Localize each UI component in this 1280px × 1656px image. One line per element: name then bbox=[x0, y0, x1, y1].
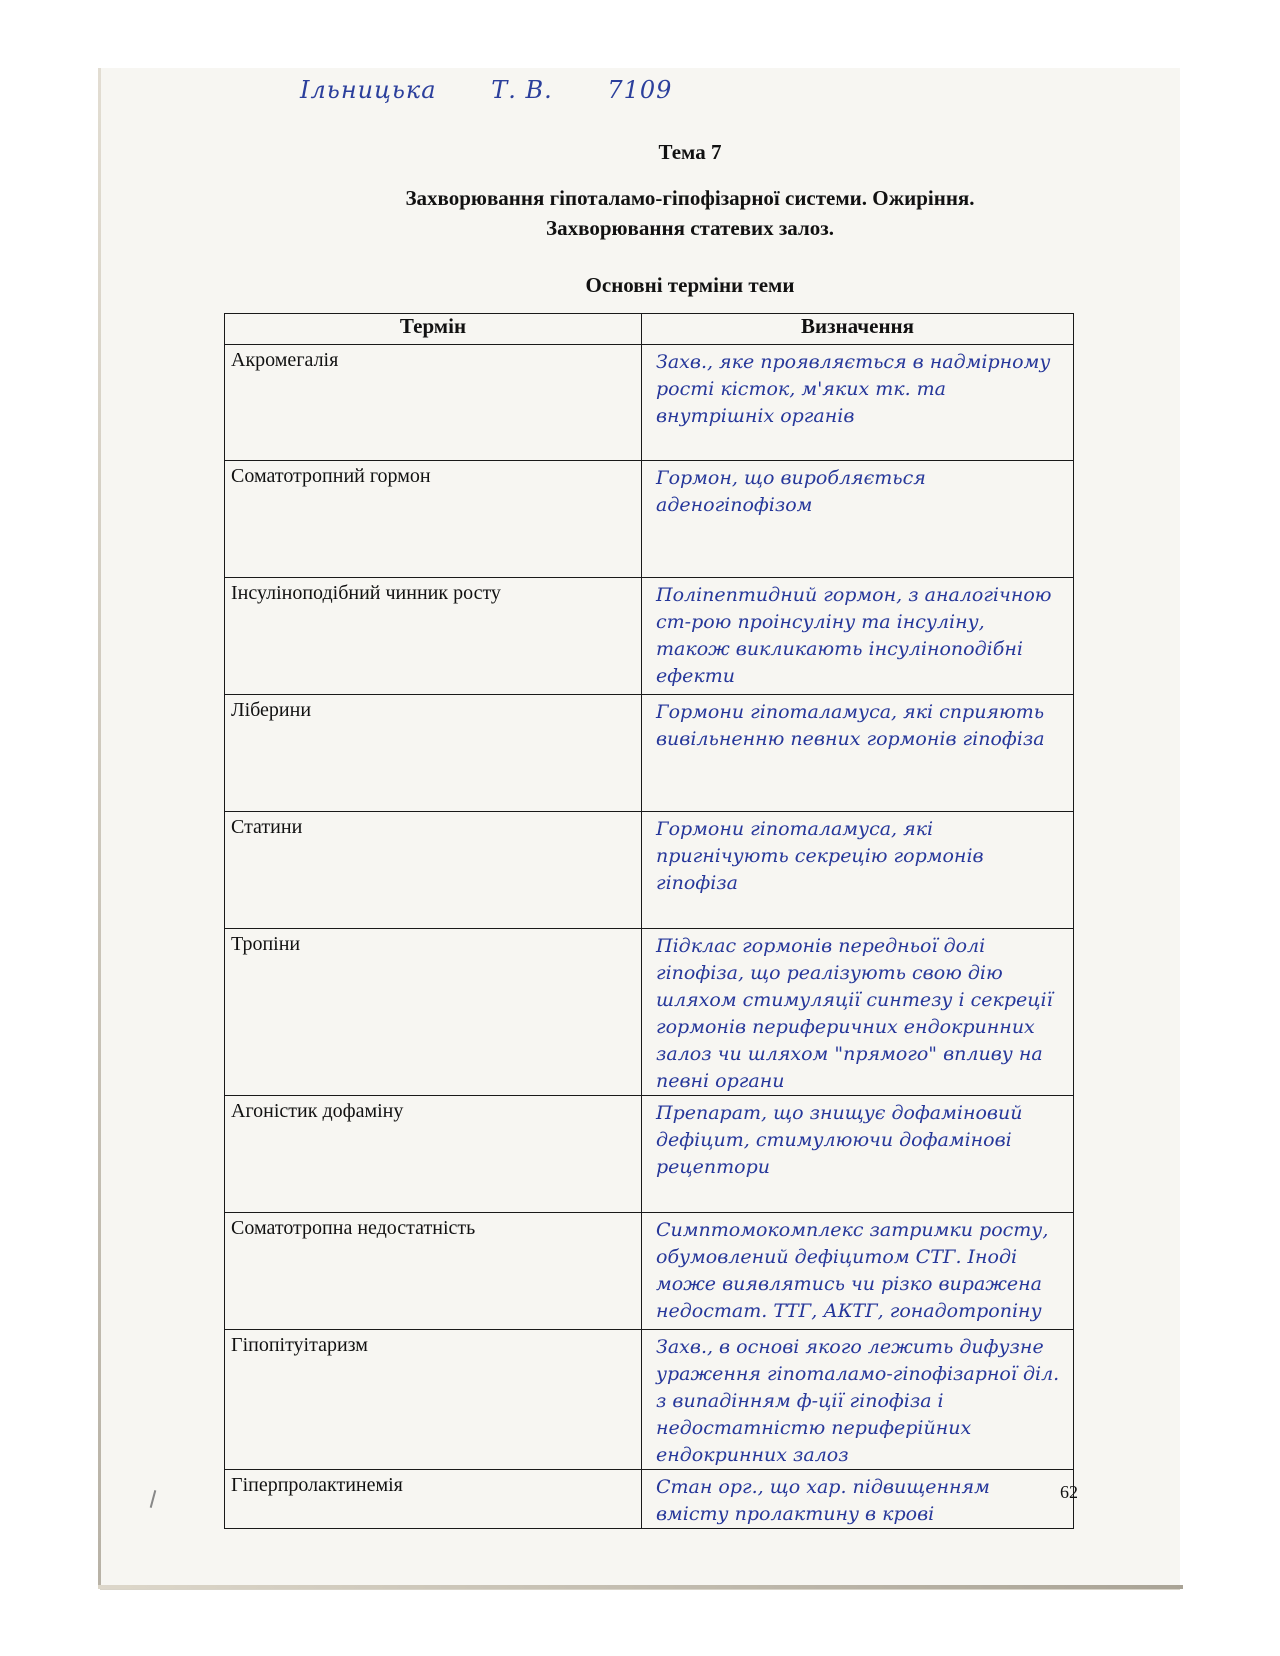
definition-cell: Поліпептидний гормон, з аналогічною ст-рою проінсуліну та інсуліну, також викликають інсуліноподібні ефекти bbox=[642, 578, 1074, 695]
title-line-2: Захворювання статевих залоз. bbox=[546, 216, 834, 240]
page-number: 62 bbox=[1060, 1482, 1078, 1502]
term-cell: Гіпопітуітаризм bbox=[225, 1330, 642, 1470]
table-row bbox=[225, 812, 1074, 929]
table-row bbox=[225, 461, 1074, 578]
definition-cell: Підклас гормонів передньої долі гіпофіза, що реалізують свою дію шляхом стимуляції синтезу і секреції гормонів периферичних ендокринних залоз чи шляхом "прямого" впливу на певні органи bbox=[642, 929, 1074, 1096]
table-row bbox=[225, 1330, 1074, 1470]
terms-table bbox=[224, 313, 1074, 1529]
paper-edge-bottom bbox=[98, 1585, 1183, 1589]
table-row bbox=[225, 1096, 1074, 1213]
term-cell: Гіперпролактинемія bbox=[225, 1470, 642, 1529]
student-initials: Т. В. bbox=[491, 76, 553, 104]
section-subtitle: Основні терміни теми bbox=[585, 273, 795, 297]
paper-edge-left bbox=[98, 68, 101, 1588]
definition-cell: Захв., в основі якого лежить дифузне ураження гіпоталамо-гіпофізарної діл. з випадінням ф-ції гіпофіза і недостатністю периферійних ендокринних залоз bbox=[642, 1330, 1074, 1470]
handwritten-header bbox=[300, 76, 718, 104]
table-row bbox=[225, 578, 1074, 695]
term-cell: Ліберини bbox=[225, 695, 642, 812]
definition-cell: Гормони гіпоталамуса, які пригнічують секрецію гормонів гіпофіза bbox=[642, 812, 1074, 929]
definition-cell: Гормони гіпоталамуса, які сприяють вивільненню певних гормонів гіпофіза bbox=[642, 695, 1074, 812]
definition-cell: Захв., яке проявляється в надмірному рості кісток, м'яких тк. та внутрішніх органів bbox=[642, 345, 1074, 461]
table-row bbox=[225, 695, 1074, 812]
term-cell: Статини bbox=[225, 812, 642, 929]
table-header-row bbox=[225, 314, 1074, 345]
header-definition: Визначення bbox=[642, 314, 1074, 345]
header-term: Термін bbox=[225, 314, 642, 345]
term-cell: Тропіни bbox=[225, 929, 642, 1096]
table-row bbox=[225, 1470, 1074, 1529]
page-title bbox=[290, 183, 1090, 243]
student-name: Ільницька bbox=[300, 76, 437, 104]
table-row bbox=[225, 929, 1074, 1096]
topic-heading: Тема 7 bbox=[658, 140, 722, 164]
definition-cell: Стан орг., що хар. підвищенням вмісту пролактину в крові bbox=[642, 1470, 1074, 1529]
student-group: 7109 bbox=[607, 76, 673, 104]
table-row bbox=[225, 345, 1074, 461]
definition-cell: Гормон, що виробляється аденогіпофізом bbox=[642, 461, 1074, 578]
term-cell: Соматотропний гормон bbox=[225, 461, 642, 578]
term-cell: Інсуліноподібний чинник росту bbox=[225, 578, 642, 695]
term-cell: Акромегалія bbox=[225, 345, 642, 461]
term-cell: Агоністик дофаміну bbox=[225, 1096, 642, 1213]
definition-cell: Препарат, що знищує дофаміновий дефіцит, стимулюючи дофамінові рецептори bbox=[642, 1096, 1074, 1213]
definition-cell: Симптомокомплекс затримки росту, обумовлений дефіцитом СТГ. Іноді може виявлятись чи різко виражена недостат. ТТГ, АКТГ, гонадотропіну bbox=[642, 1213, 1074, 1330]
table-row bbox=[225, 1213, 1074, 1330]
title-line-1: Захворювання гіпоталамо-гіпофізарної системи. Ожиріння. bbox=[405, 186, 975, 210]
term-cell: Соматотропна недостатність bbox=[225, 1213, 642, 1330]
